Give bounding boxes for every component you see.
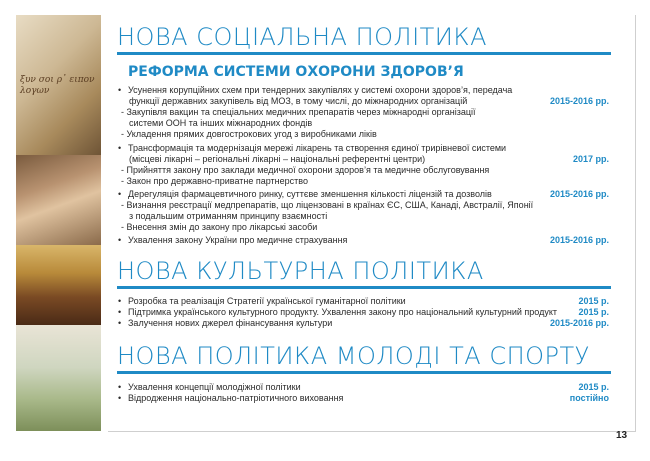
year-label: 2015-2016 рр. bbox=[549, 96, 609, 106]
sub-item: - Визнання реєстрації медпрепаратів, що ліцензовані в країнах ЄС, США, Канаді, Австралії, Японії bbox=[121, 200, 534, 210]
page-number: 13 bbox=[616, 430, 628, 441]
children-sport-photo bbox=[16, 325, 101, 431]
year-label: 2015-2016 рр. bbox=[549, 189, 609, 199]
year-label: 2015-2016 рр. bbox=[549, 318, 609, 328]
library-students-photo bbox=[16, 155, 101, 245]
sub-item: - Укладення прямих довгострокових угод з виробниками ліків bbox=[121, 129, 377, 139]
section-title-social: НОВА СОЦІАЛЬНА ПОЛІТИКА bbox=[117, 23, 488, 51]
opera-theatre-photo bbox=[16, 245, 101, 325]
list-item-cont: функції державних закупівель від МОЗ, в тому числі, до міжнародних організацій bbox=[129, 96, 468, 106]
manuscript-photo bbox=[16, 15, 101, 155]
sub-item: - Прийняття закону про заклади медичної охорони здоров’я та медичне обслуговування bbox=[121, 165, 490, 175]
section-rule-culture bbox=[117, 286, 611, 289]
section-title-youth: НОВА ПОЛІТИКА МОЛОДІ ТА СПОРТУ bbox=[117, 342, 590, 370]
section-rule-youth bbox=[117, 371, 611, 374]
year-label: 2015 р. bbox=[578, 296, 609, 306]
sub-item: - Внесення змін до закону про лікарські засоби bbox=[121, 222, 318, 232]
year-label: постійно bbox=[569, 393, 609, 403]
photo-collage bbox=[16, 15, 101, 431]
manuscript-script-text: ξυν σοι ρ᾽ ειπον λογων bbox=[20, 75, 95, 96]
year-label: 2015-2016 рр. bbox=[549, 235, 609, 245]
sub-item: - Закупівля вакцин та спеціальних медичних препаратів через міжнародні організації bbox=[121, 107, 476, 117]
list-item-cont: (місцеві лікарні – регіональні лікарні – національні референтні центри) bbox=[129, 154, 426, 164]
sub-item-cont: системи ООН та інших міжнародних фондів bbox=[129, 118, 313, 128]
year-label: 2017 рр. bbox=[572, 154, 609, 164]
section-rule-social bbox=[117, 52, 611, 55]
sub-item: - Закон про державно-приватне партнерство bbox=[121, 176, 308, 186]
sub-item-cont: з подальшим отриманням принципу взаємності bbox=[129, 211, 328, 221]
year-label: 2015 р. bbox=[578, 307, 609, 317]
subtitle-health-reform: РЕФОРМА СИСТЕМИ ОХОРОНИ ЗДОРОВ’Я bbox=[128, 64, 464, 80]
year-label: 2015 р. bbox=[578, 382, 609, 392]
section-title-culture: НОВА КУЛЬТУРНА ПОЛІТИКА bbox=[117, 257, 484, 285]
